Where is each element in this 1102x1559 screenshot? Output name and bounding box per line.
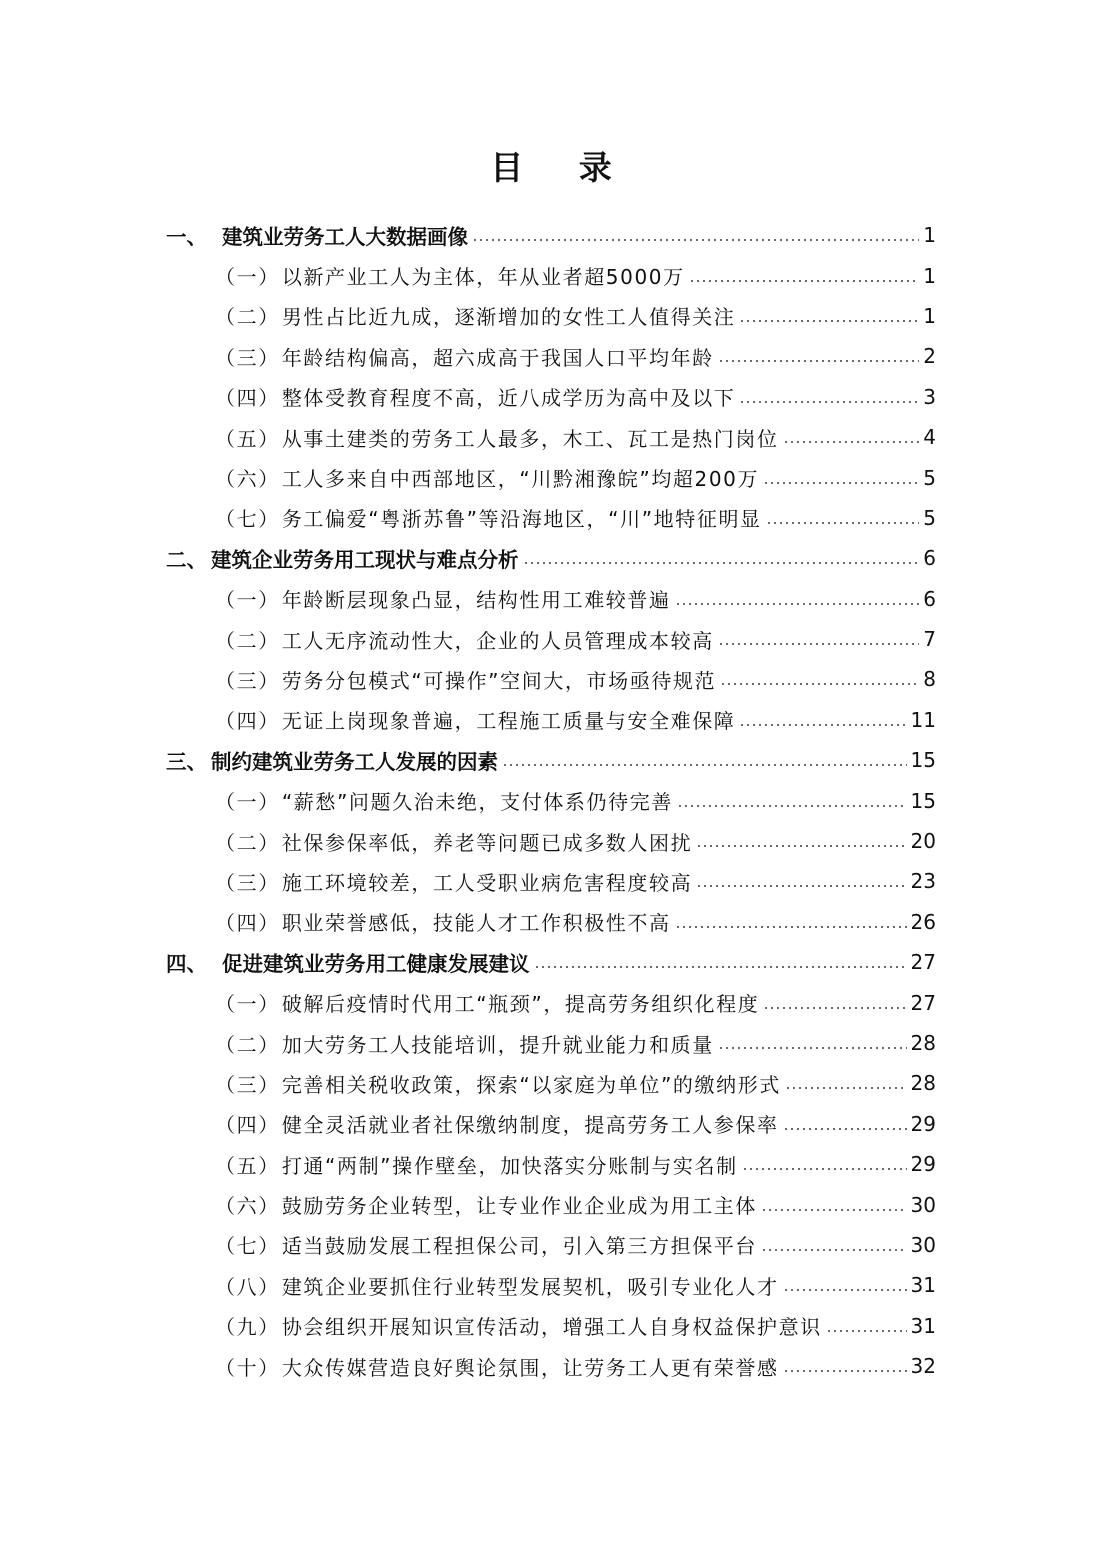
toc-section-entry[interactable] bbox=[0, 619, 1102, 659]
toc-section-entry[interactable] bbox=[0, 417, 1102, 457]
dot-leader bbox=[675, 926, 907, 928]
toc-page-number: 29 bbox=[910, 1111, 936, 1136]
dot-leader bbox=[826, 1330, 907, 1332]
dot-leader bbox=[534, 966, 907, 968]
dot-leader bbox=[689, 280, 920, 282]
toc-entry-number: （五） bbox=[215, 426, 280, 451]
toc-page-number: 27 bbox=[910, 990, 936, 1015]
toc-entry-number: （二） bbox=[215, 628, 280, 653]
toc-entry-label: 社保参保率低，养老等问题已成多数人困扰 bbox=[281, 830, 693, 855]
toc-entry-number: （三） bbox=[215, 345, 280, 370]
table-of-contents bbox=[0, 215, 1102, 1386]
dot-leader bbox=[766, 522, 920, 524]
dot-leader bbox=[739, 724, 906, 726]
toc-page-number: 5 bbox=[923, 505, 936, 530]
toc-page-number: 2 bbox=[923, 344, 936, 369]
toc-chapter-entry[interactable] bbox=[0, 740, 1102, 780]
toc-page-number: 4 bbox=[923, 425, 936, 450]
dot-leader bbox=[783, 1370, 907, 1372]
dot-leader bbox=[783, 1289, 907, 1291]
toc-entry-number: （三） bbox=[215, 668, 280, 693]
toc-entry-number: 二、 bbox=[166, 548, 207, 573]
toc-page-number: 28 bbox=[910, 1071, 936, 1096]
toc-entry-label: 大众传媒营造良好舆论氛围，让劳务工人更有荣誉感 bbox=[281, 1355, 779, 1380]
toc-section-entry[interactable] bbox=[0, 861, 1102, 901]
toc-page-number: 31 bbox=[910, 1273, 936, 1298]
toc-entry-number: 三、 bbox=[166, 750, 207, 775]
toc-entry-number: 四、 bbox=[166, 952, 207, 977]
toc-page-number: 28 bbox=[910, 1031, 936, 1055]
dot-leader bbox=[761, 1209, 907, 1211]
toc-section-entry[interactable] bbox=[0, 1023, 1102, 1063]
toc-entry-label: 工人多来自中西部地区，“川黔湘豫皖”均超200万 bbox=[281, 467, 760, 492]
page-title: 目 录 bbox=[490, 148, 634, 187]
dot-leader bbox=[739, 320, 919, 322]
dot-leader bbox=[718, 643, 919, 645]
toc-entry-number: （一） bbox=[215, 588, 280, 613]
toc-entry-label: 整体受教育程度不高，近八成学历为高中及以下 bbox=[281, 386, 736, 411]
toc-entry-number: （四） bbox=[215, 911, 280, 936]
toc-section-entry[interactable] bbox=[0, 498, 1102, 538]
toc-page-number: 15 bbox=[910, 748, 936, 773]
toc-entry-number: （六） bbox=[215, 467, 280, 492]
toc-entry-number: （十） bbox=[215, 1355, 280, 1380]
dot-leader bbox=[502, 764, 907, 766]
toc-section-entry[interactable] bbox=[0, 1104, 1102, 1144]
toc-entry-label: 建筑企业劳务用工现状与难点分析 bbox=[211, 548, 519, 573]
dot-leader bbox=[677, 805, 907, 807]
toc-entry-label: 制约建筑业劳务工人发展的因素 bbox=[211, 750, 498, 775]
dot-leader bbox=[785, 1087, 907, 1089]
toc-entry-label: 鼓励劳务企业转型，让专业作业企业成为用工主体 bbox=[281, 1194, 758, 1219]
toc-page-number: 1 bbox=[923, 303, 936, 328]
toc-page-number: 20 bbox=[910, 829, 936, 854]
dot-leader bbox=[696, 845, 906, 847]
toc-page-number: 6 bbox=[923, 546, 936, 571]
toc-page-number: 30 bbox=[910, 1232, 936, 1257]
toc-section-entry[interactable] bbox=[0, 1184, 1102, 1224]
dot-leader bbox=[718, 1047, 907, 1049]
dot-leader bbox=[763, 482, 919, 484]
toc-section-entry[interactable] bbox=[0, 902, 1102, 942]
toc-page-number: 7 bbox=[923, 627, 936, 652]
toc-entry-number: （六） bbox=[215, 1194, 280, 1219]
toc-entry-label: 施工环境较差，工人受职业病危害程度较高 bbox=[281, 870, 693, 895]
toc-page-number: 15 bbox=[910, 788, 936, 813]
dot-leader bbox=[763, 1007, 906, 1009]
toc-entry-number: （七） bbox=[215, 1234, 280, 1259]
dot-leader bbox=[742, 1168, 907, 1170]
toc-entry-label: 男性占比近九成，逐渐增加的女性工人值得关注 bbox=[281, 305, 736, 330]
toc-entry-number: （八） bbox=[215, 1274, 280, 1299]
toc-entry-label: 劳务分包模式“可操作”空间大，市场亟待规范 bbox=[281, 668, 717, 693]
toc-entry-number: （二） bbox=[215, 305, 280, 330]
toc-section-entry[interactable] bbox=[0, 457, 1102, 497]
dot-leader bbox=[718, 360, 919, 362]
toc-entry-label: 无证上岗现象普遍，工程施工质量与安全难保障 bbox=[281, 709, 736, 734]
toc-entry-number: （三） bbox=[215, 1072, 280, 1097]
toc-entry-label: 加大劳务工人技能培训，提升就业能力和质量 bbox=[281, 1032, 714, 1057]
toc-page-number: 27 bbox=[910, 950, 936, 975]
toc-entry-number: （一） bbox=[215, 265, 280, 290]
toc-entry-number: （五） bbox=[215, 1153, 280, 1178]
toc-entry-label: 协会组织开展知识宣传活动，增强工人自身权益保护意识 bbox=[281, 1315, 822, 1340]
toc-page-number: 3 bbox=[923, 384, 936, 409]
toc-entry-label: 建筑业劳务工人大数据画像 bbox=[222, 225, 468, 250]
toc-section-entry[interactable] bbox=[0, 1265, 1102, 1305]
toc-section-entry[interactable] bbox=[0, 659, 1102, 699]
toc-page-number: 32 bbox=[910, 1354, 936, 1379]
toc-page-number: 31 bbox=[910, 1313, 936, 1338]
toc-entry-number: （二） bbox=[215, 830, 280, 855]
toc-page-number: 6 bbox=[923, 586, 936, 611]
toc-entry-number: （四） bbox=[215, 386, 280, 411]
dot-leader bbox=[523, 562, 920, 564]
toc-section-entry[interactable] bbox=[0, 377, 1102, 417]
toc-entry-label: 完善相关税收政策，探索“以家庭为单位”的缴纳形式 bbox=[281, 1072, 781, 1097]
toc-page-number: 29 bbox=[910, 1152, 936, 1177]
toc-entry-number: （四） bbox=[215, 709, 280, 734]
toc-section-entry[interactable] bbox=[0, 780, 1102, 820]
toc-chapter-entry[interactable] bbox=[0, 538, 1102, 578]
toc-section-entry[interactable] bbox=[0, 1225, 1102, 1265]
toc-entry-number: （一） bbox=[215, 790, 280, 815]
dot-leader bbox=[720, 683, 919, 685]
toc-section-entry[interactable] bbox=[0, 821, 1102, 861]
toc-page-number: 1 bbox=[923, 223, 936, 248]
toc-entry-label: 促进建筑业劳务用工健康发展建议 bbox=[222, 952, 530, 977]
dot-leader bbox=[696, 885, 906, 887]
toc-page-number: 26 bbox=[910, 909, 936, 934]
toc-entry-label: 工人无序流动性大，企业的人员管理成本较高 bbox=[281, 628, 714, 653]
dot-leader bbox=[761, 1249, 907, 1251]
toc-entry-number: （二） bbox=[215, 1032, 280, 1057]
dot-leader bbox=[783, 1128, 907, 1130]
toc-entry-label: 年龄结构偏高，超六成高于我国人口平均年龄 bbox=[281, 345, 714, 370]
toc-entry-label: 打通“两制”操作壁垒，加快落实分账制与实名制 bbox=[281, 1153, 738, 1178]
toc-section-entry[interactable] bbox=[0, 296, 1102, 336]
toc-chapter-entry[interactable] bbox=[0, 942, 1102, 982]
toc-section-entry[interactable] bbox=[0, 336, 1102, 376]
toc-chapter-entry[interactable] bbox=[0, 215, 1102, 255]
toc-page-number: 30 bbox=[910, 1192, 936, 1217]
toc-entry-label: “薪愁”问题久治未绝，支付体系仍待完善 bbox=[281, 790, 673, 815]
toc-page-number: 8 bbox=[923, 667, 936, 692]
toc-entry-label: 建筑企业要抓住行业转型发展契机，吸引专业化人才 bbox=[281, 1274, 779, 1299]
toc-entry-label: 以新产业工人为主体，年从业者超5000万 bbox=[281, 265, 685, 290]
toc-entry-number: （九） bbox=[215, 1315, 280, 1340]
toc-entry-label: 适当鼓励发展工程担保公司，引入第三方担保平台 bbox=[281, 1234, 758, 1259]
dot-leader bbox=[472, 239, 919, 241]
toc-page-number: 23 bbox=[910, 869, 936, 894]
dot-leader bbox=[739, 401, 919, 403]
toc-page-number: 1 bbox=[923, 263, 936, 288]
toc-page-number: 5 bbox=[923, 465, 936, 490]
toc-section-entry[interactable] bbox=[0, 1346, 1102, 1386]
toc-section-entry[interactable] bbox=[0, 1144, 1102, 1184]
toc-section-entry[interactable] bbox=[0, 982, 1102, 1022]
toc-section-entry[interactable] bbox=[0, 579, 1102, 619]
toc-entry-number: （七） bbox=[215, 507, 280, 532]
toc-section-entry[interactable] bbox=[0, 1063, 1102, 1103]
toc-entry-label: 务工偏爱“粤浙苏鲁”等沿海地区，“川”地特征明显 bbox=[281, 507, 762, 532]
toc-entry-number: （一） bbox=[215, 992, 280, 1017]
toc-entry-label: 破解后疫情时代用工“瓶颈”，提高劳务组织化程度 bbox=[281, 992, 760, 1017]
toc-entry-number: 一、 bbox=[166, 225, 207, 250]
toc-entry-number: （三） bbox=[215, 870, 280, 895]
toc-entry-label: 健全灵活就业者社保缴纳制度，提高劳务工人参保率 bbox=[281, 1113, 779, 1138]
toc-section-entry[interactable] bbox=[0, 1306, 1102, 1346]
toc-page-number: 11 bbox=[910, 707, 936, 732]
dot-leader bbox=[783, 441, 920, 443]
toc-entry-label: 从事土建类的劳务工人最多，木工、瓦工是热门岗位 bbox=[281, 426, 779, 451]
dot-leader bbox=[675, 603, 920, 605]
toc-entry-label: 年龄断层现象凸显，结构性用工难较普遍 bbox=[281, 588, 671, 613]
toc-entry-number: （四） bbox=[215, 1113, 280, 1138]
toc-entry-label: 职业荣誉感低，技能人才工作积极性不高 bbox=[281, 911, 671, 936]
toc-section-entry[interactable] bbox=[0, 700, 1102, 740]
toc-section-entry[interactable] bbox=[0, 255, 1102, 295]
